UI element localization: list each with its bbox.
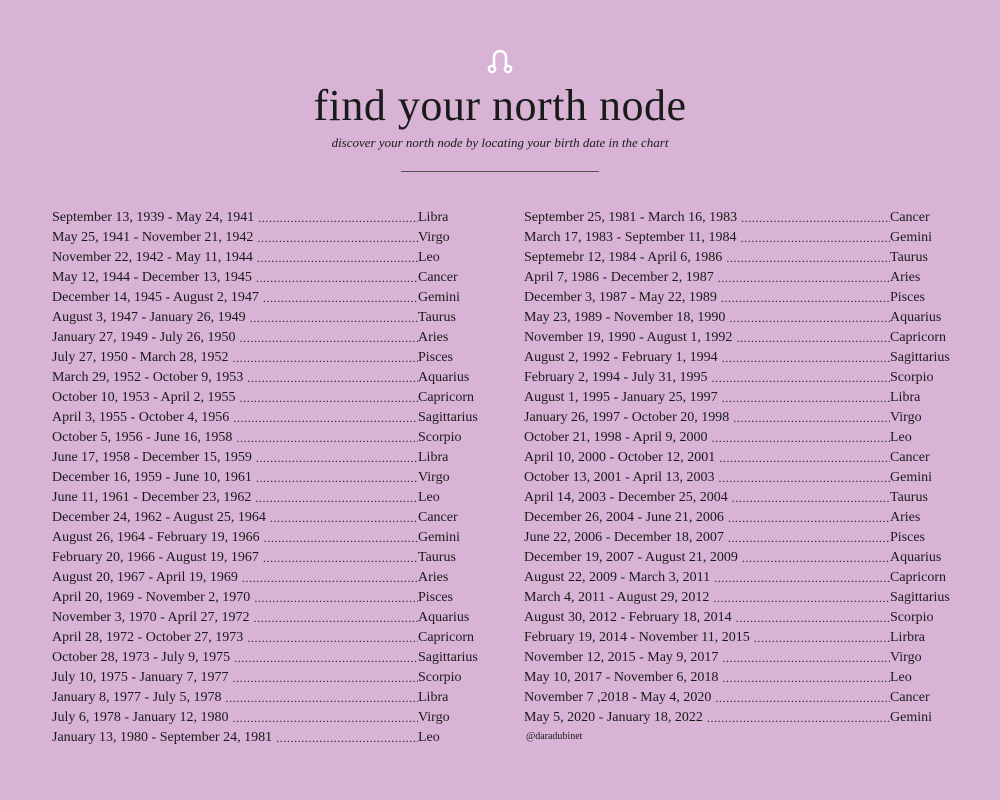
date-range-row bbox=[52, 348, 498, 368]
dot-leader bbox=[703, 708, 890, 728]
zodiac-sign: Gemini bbox=[418, 290, 460, 305]
date-range bbox=[52, 548, 418, 568]
date-range-row bbox=[52, 328, 498, 348]
dot-leader bbox=[243, 368, 418, 388]
zodiac-sign: Aquarius bbox=[418, 610, 470, 625]
date-range-text: May 10, 2017 - November 6, 2018 bbox=[524, 670, 719, 685]
zodiac-sign: Virgo bbox=[418, 470, 450, 485]
dot-leader bbox=[729, 408, 890, 428]
date-range-text: October 21, 1998 - April 9, 2000 bbox=[524, 430, 708, 445]
date-range-text: March 29, 1952 - October 9, 1953 bbox=[52, 370, 244, 385]
date-range bbox=[524, 308, 890, 328]
date-range-text: February 19, 2014 - November 11, 2015 bbox=[524, 630, 750, 645]
right-date-column bbox=[524, 208, 970, 728]
date-range-row bbox=[52, 368, 498, 388]
date-range bbox=[52, 468, 418, 488]
date-range bbox=[52, 208, 418, 228]
date-range-row bbox=[52, 628, 498, 648]
date-range bbox=[524, 208, 890, 228]
date-range-row bbox=[524, 628, 970, 648]
date-range-text: July 6, 1978 - January 12, 1980 bbox=[52, 710, 229, 725]
date-range-text: October 10, 1953 - April 2, 1955 bbox=[52, 390, 236, 405]
date-range bbox=[52, 728, 418, 748]
zodiac-sign: Virgo bbox=[418, 230, 450, 245]
zodiac-sign: Aries bbox=[890, 510, 921, 525]
zodiac-sign: Aries bbox=[418, 330, 449, 345]
dot-leader bbox=[715, 468, 890, 488]
zodiac-sign: Taurus bbox=[890, 490, 928, 505]
zodiac-sign: Capricorn bbox=[418, 630, 474, 645]
date-range bbox=[52, 348, 418, 368]
dot-leader bbox=[725, 308, 890, 328]
zodiac-sign: Cancer bbox=[890, 210, 930, 225]
date-range-row bbox=[52, 488, 498, 508]
date-range bbox=[52, 588, 418, 608]
dot-leader bbox=[229, 668, 418, 688]
date-range bbox=[524, 668, 890, 688]
dot-leader bbox=[260, 528, 418, 548]
dot-leader bbox=[718, 388, 890, 408]
zodiac-sign: Taurus bbox=[418, 310, 456, 325]
date-range-row bbox=[52, 588, 498, 608]
date-range-text: March 17, 1983 - September 11, 1984 bbox=[524, 230, 737, 245]
date-range bbox=[52, 288, 418, 308]
dot-leader bbox=[718, 348, 890, 368]
date-range-row bbox=[52, 668, 498, 688]
date-range-text: December 3, 1987 - May 22, 1989 bbox=[524, 290, 717, 305]
dot-leader bbox=[718, 648, 890, 668]
zodiac-sign: Capricorn bbox=[890, 570, 946, 585]
date-range bbox=[524, 528, 890, 548]
date-range-text: August 20, 1967 - April 19, 1969 bbox=[52, 570, 238, 585]
date-range bbox=[524, 368, 890, 388]
date-range-text: July 27, 1950 - March 28, 1952 bbox=[52, 350, 229, 365]
date-range-text: December 24, 1962 - August 25, 1964 bbox=[52, 510, 266, 525]
dot-leader bbox=[229, 348, 418, 368]
date-range-row bbox=[52, 508, 498, 528]
zodiac-sign: Libra bbox=[890, 390, 921, 405]
zodiac-sign: Virgo bbox=[418, 710, 450, 725]
date-range bbox=[524, 388, 890, 408]
zodiac-sign: Libra bbox=[418, 690, 449, 705]
north-node-symbol-icon bbox=[486, 44, 514, 74]
date-range-text: April 14, 2003 - December 25, 2004 bbox=[524, 490, 728, 505]
date-range-row bbox=[524, 508, 970, 528]
zodiac-sign: Pisces bbox=[418, 590, 453, 605]
date-range-row bbox=[524, 428, 970, 448]
date-range-text: January 8, 1977 - July 5, 1978 bbox=[52, 690, 222, 705]
dot-leader bbox=[250, 588, 418, 608]
date-range bbox=[52, 528, 418, 548]
date-range-row bbox=[524, 268, 970, 288]
date-range-row bbox=[524, 528, 970, 548]
date-range bbox=[524, 608, 890, 628]
zodiac-sign: Virgo bbox=[890, 650, 922, 665]
dot-leader bbox=[250, 608, 418, 628]
dot-leader bbox=[714, 268, 890, 288]
date-range-row bbox=[524, 448, 970, 468]
date-range bbox=[524, 708, 890, 728]
date-range-row bbox=[52, 428, 498, 448]
date-range-text: October 28, 1973 - July 9, 1975 bbox=[52, 650, 231, 665]
date-range-row bbox=[524, 548, 970, 568]
date-range bbox=[52, 328, 418, 348]
date-range bbox=[52, 628, 418, 648]
date-range-text: December 14, 1945 - August 2, 1947 bbox=[52, 290, 259, 305]
dot-leader bbox=[750, 628, 890, 648]
date-range bbox=[52, 668, 418, 688]
zodiac-sign: Taurus bbox=[418, 550, 456, 565]
dot-leader bbox=[717, 288, 890, 308]
zodiac-sign: Gemini bbox=[890, 710, 932, 725]
date-range bbox=[52, 388, 418, 408]
dot-leader bbox=[252, 448, 418, 468]
dot-leader bbox=[230, 648, 418, 668]
date-range-text: November 7 ,2018 - May 4, 2020 bbox=[524, 690, 712, 705]
date-range-row bbox=[524, 248, 970, 268]
left-date-column bbox=[52, 208, 498, 748]
date-range-text: Septemebr 12, 1984 - April 6, 1986 bbox=[524, 250, 723, 265]
dot-leader bbox=[252, 268, 418, 288]
date-range bbox=[524, 568, 890, 588]
date-range-text: August 30, 2012 - February 18, 2014 bbox=[524, 610, 732, 625]
date-range-text: November 19, 1990 - August 1, 1992 bbox=[524, 330, 733, 345]
zodiac-sign: Cancer bbox=[418, 270, 458, 285]
date-range bbox=[524, 488, 890, 508]
date-range-row bbox=[52, 388, 498, 408]
date-range-row bbox=[52, 528, 498, 548]
date-range-text: August 22, 2009 - March 3, 2011 bbox=[524, 570, 711, 585]
date-range-text: August 3, 1947 - January 26, 1949 bbox=[52, 310, 246, 325]
date-range-row bbox=[524, 328, 970, 348]
date-range-row bbox=[524, 488, 970, 508]
zodiac-sign: Scorpio bbox=[890, 610, 934, 625]
dot-leader bbox=[724, 528, 890, 548]
zodiac-sign: Aquarius bbox=[890, 310, 942, 325]
date-range-text: September 13, 1939 - May 24, 1941 bbox=[52, 210, 255, 225]
dot-leader bbox=[718, 668, 890, 688]
dot-leader bbox=[737, 208, 890, 228]
zodiac-sign: Cancer bbox=[890, 690, 930, 705]
zodiac-sign: Cancer bbox=[890, 450, 930, 465]
dot-leader bbox=[222, 688, 418, 708]
date-range bbox=[52, 488, 418, 508]
date-range-text: October 13, 2001 - April 13, 2003 bbox=[524, 470, 715, 485]
zodiac-sign: Lirbra bbox=[890, 630, 925, 645]
date-range bbox=[52, 308, 418, 328]
date-range-text: August 1, 1995 - January 25, 1997 bbox=[524, 390, 718, 405]
dot-leader bbox=[229, 408, 418, 428]
date-range-text: June 22, 2006 - December 18, 2007 bbox=[524, 530, 724, 545]
date-range bbox=[52, 228, 418, 248]
dot-leader bbox=[232, 428, 418, 448]
date-range bbox=[524, 348, 890, 368]
date-range-row bbox=[524, 228, 970, 248]
dot-leader bbox=[724, 508, 890, 528]
date-range-text: April 28, 1972 - October 27, 1973 bbox=[52, 630, 244, 645]
zodiac-sign: Aries bbox=[418, 570, 449, 585]
date-range bbox=[524, 648, 890, 668]
date-range-text: February 20, 1966 - August 19, 1967 bbox=[52, 550, 259, 565]
zodiac-sign: Gemini bbox=[890, 230, 932, 245]
dot-leader bbox=[732, 608, 890, 628]
zodiac-sign: Sagittarius bbox=[890, 590, 950, 605]
date-range-row bbox=[524, 468, 970, 488]
zodiac-sign: Leo bbox=[418, 490, 440, 505]
zodiac-sign: Sagittarius bbox=[418, 410, 478, 425]
date-range bbox=[52, 608, 418, 628]
date-range-text: November 3, 1970 - April 27, 1972 bbox=[52, 610, 250, 625]
date-range bbox=[52, 368, 418, 388]
dot-leader bbox=[254, 208, 418, 228]
dot-leader bbox=[238, 568, 418, 588]
dot-leader bbox=[251, 488, 418, 508]
page-subtitle: discover your north node by locating your birth date in the chart bbox=[331, 135, 669, 150]
date-range-text: June 17, 1958 - December 15, 1959 bbox=[52, 450, 252, 465]
date-range-text: August 2, 1992 - February 1, 1994 bbox=[524, 350, 718, 365]
dot-leader bbox=[252, 468, 418, 488]
date-range bbox=[52, 408, 418, 428]
dot-leader bbox=[732, 328, 890, 348]
dot-leader bbox=[711, 688, 890, 708]
zodiac-sign: Gemini bbox=[890, 470, 932, 485]
date-range-text: December 19, 2007 - August 21, 2009 bbox=[524, 550, 738, 565]
zodiac-sign: Pisces bbox=[418, 350, 453, 365]
date-range-text: September 25, 1981 - March 16, 1983 bbox=[524, 210, 738, 225]
zodiac-sign: Cancer bbox=[418, 510, 458, 525]
dot-leader bbox=[738, 548, 890, 568]
date-range bbox=[524, 448, 890, 468]
date-range-row bbox=[524, 288, 970, 308]
date-range-text: October 5, 1956 - June 16, 1958 bbox=[52, 430, 233, 445]
date-range-text: November 22, 1942 - May 11, 1944 bbox=[52, 250, 253, 265]
zodiac-sign: Libra bbox=[418, 210, 449, 225]
date-range bbox=[52, 568, 418, 588]
date-range-text: December 16, 1959 - June 10, 1961 bbox=[52, 470, 252, 485]
date-range-text: January 13, 1980 - September 24, 1981 bbox=[52, 730, 273, 745]
zodiac-sign: Libra bbox=[418, 450, 449, 465]
date-range-row bbox=[52, 268, 498, 288]
dot-leader bbox=[259, 548, 418, 568]
date-range-row bbox=[524, 708, 970, 728]
date-range-text: November 12, 2015 - May 9, 2017 bbox=[524, 650, 719, 665]
date-range-row bbox=[52, 208, 498, 228]
date-range bbox=[52, 428, 418, 448]
date-range-row bbox=[524, 688, 970, 708]
date-range bbox=[524, 268, 890, 288]
date-range-text: May 5, 2020 - January 18, 2022 bbox=[524, 710, 703, 725]
dot-leader bbox=[246, 308, 418, 328]
date-range-row bbox=[524, 568, 970, 588]
date-range-row bbox=[524, 308, 970, 328]
date-range bbox=[52, 708, 418, 728]
date-range-row bbox=[524, 368, 970, 388]
zodiac-sign: Virgo bbox=[890, 410, 922, 425]
zodiac-sign: Leo bbox=[890, 670, 912, 685]
dot-leader bbox=[236, 328, 418, 348]
dot-leader bbox=[229, 708, 418, 728]
title-divider bbox=[401, 171, 599, 172]
zodiac-sign: Leo bbox=[418, 730, 440, 745]
date-range-row bbox=[52, 728, 498, 748]
date-range-row bbox=[52, 228, 498, 248]
date-range-text: March 4, 2011 - August 29, 2012 bbox=[524, 590, 710, 605]
dot-leader bbox=[722, 248, 890, 268]
date-range-row bbox=[524, 588, 970, 608]
date-range bbox=[524, 408, 890, 428]
date-range-row bbox=[524, 388, 970, 408]
date-range-text: April 10, 2000 - October 12, 2001 bbox=[524, 450, 716, 465]
date-range-text: December 26, 2004 - June 21, 2006 bbox=[524, 510, 724, 525]
date-range bbox=[524, 468, 890, 488]
dot-leader bbox=[272, 728, 418, 748]
dot-leader bbox=[253, 248, 418, 268]
dot-leader bbox=[737, 228, 890, 248]
dot-leader bbox=[266, 508, 418, 528]
date-range bbox=[52, 268, 418, 288]
date-range-row bbox=[52, 688, 498, 708]
date-range-row bbox=[52, 408, 498, 428]
date-range-row bbox=[52, 448, 498, 468]
date-range-text: June 11, 1961 - December 23, 1962 bbox=[52, 490, 252, 505]
date-range-text: May 25, 1941 - November 21, 1942 bbox=[52, 230, 254, 245]
date-range-row bbox=[524, 348, 970, 368]
date-range bbox=[524, 628, 890, 648]
dot-leader bbox=[236, 388, 418, 408]
date-range bbox=[52, 688, 418, 708]
zodiac-sign: Sagittarius bbox=[890, 350, 950, 365]
date-range-text: August 26, 1964 - February 19, 1966 bbox=[52, 530, 260, 545]
date-range-row bbox=[52, 608, 498, 628]
date-range-row bbox=[524, 208, 970, 228]
dot-leader bbox=[708, 368, 890, 388]
date-range bbox=[524, 588, 890, 608]
zodiac-sign: Gemini bbox=[418, 530, 460, 545]
date-range bbox=[52, 248, 418, 268]
zodiac-sign: Aquarius bbox=[418, 370, 470, 385]
date-range-row bbox=[52, 308, 498, 328]
date-range-row bbox=[524, 408, 970, 428]
date-range-text: May 23, 1989 - November 18, 1990 bbox=[524, 310, 726, 325]
date-range bbox=[52, 508, 418, 528]
date-range-row bbox=[52, 708, 498, 728]
dot-leader bbox=[259, 288, 418, 308]
date-range bbox=[524, 228, 890, 248]
date-range-row bbox=[52, 468, 498, 488]
date-range bbox=[524, 248, 890, 268]
author-credit: @daradubinet bbox=[526, 731, 583, 742]
zodiac-sign: Scorpio bbox=[890, 370, 934, 385]
date-range-row bbox=[52, 548, 498, 568]
date-range bbox=[524, 688, 890, 708]
date-range-row bbox=[524, 608, 970, 628]
zodiac-sign: Pisces bbox=[890, 290, 925, 305]
date-range bbox=[524, 508, 890, 528]
date-range-row bbox=[52, 568, 498, 588]
dot-leader bbox=[715, 448, 890, 468]
date-range-text: April 20, 1969 - November 2, 1970 bbox=[52, 590, 251, 605]
date-range bbox=[52, 448, 418, 468]
page-title: find your north node bbox=[313, 81, 687, 130]
date-range bbox=[524, 428, 890, 448]
date-range-text: February 2, 1994 - July 31, 1995 bbox=[524, 370, 708, 385]
dot-leader bbox=[708, 428, 890, 448]
date-range-text: January 26, 1997 - October 20, 1998 bbox=[524, 410, 730, 425]
zodiac-sign: Pisces bbox=[890, 530, 925, 545]
zodiac-sign: Scorpio bbox=[418, 670, 462, 685]
date-range bbox=[524, 328, 890, 348]
dot-leader bbox=[710, 568, 890, 588]
zodiac-sign: Aquarius bbox=[890, 550, 942, 565]
date-range-text: April 3, 1955 - October 4, 1956 bbox=[52, 410, 230, 425]
zodiac-sign: Capricorn bbox=[418, 390, 474, 405]
date-range-text: January 27, 1949 - July 26, 1950 bbox=[52, 330, 236, 345]
date-range-row bbox=[52, 648, 498, 668]
date-range-row bbox=[524, 648, 970, 668]
dot-leader bbox=[253, 228, 418, 248]
zodiac-sign: Aries bbox=[890, 270, 921, 285]
dot-leader bbox=[243, 628, 418, 648]
zodiac-sign: Leo bbox=[890, 430, 912, 445]
date-range-text: April 7, 1986 - December 2, 1987 bbox=[524, 270, 714, 285]
dot-leader bbox=[709, 588, 890, 608]
zodiac-sign: Leo bbox=[418, 250, 440, 265]
dot-leader bbox=[728, 488, 890, 508]
zodiac-sign: Taurus bbox=[890, 250, 928, 265]
date-range bbox=[52, 648, 418, 668]
date-range-row bbox=[52, 288, 498, 308]
zodiac-sign: Scorpio bbox=[418, 430, 462, 445]
date-range-text: July 10, 1975 - January 7, 1977 bbox=[52, 670, 229, 685]
date-range bbox=[524, 288, 890, 308]
date-range bbox=[524, 548, 890, 568]
date-range-text: May 12, 1944 - December 13, 1945 bbox=[52, 270, 252, 285]
date-range-row bbox=[52, 248, 498, 268]
date-range-row bbox=[524, 668, 970, 688]
zodiac-sign: Capricorn bbox=[890, 330, 946, 345]
zodiac-sign: Sagittarius bbox=[418, 650, 478, 665]
